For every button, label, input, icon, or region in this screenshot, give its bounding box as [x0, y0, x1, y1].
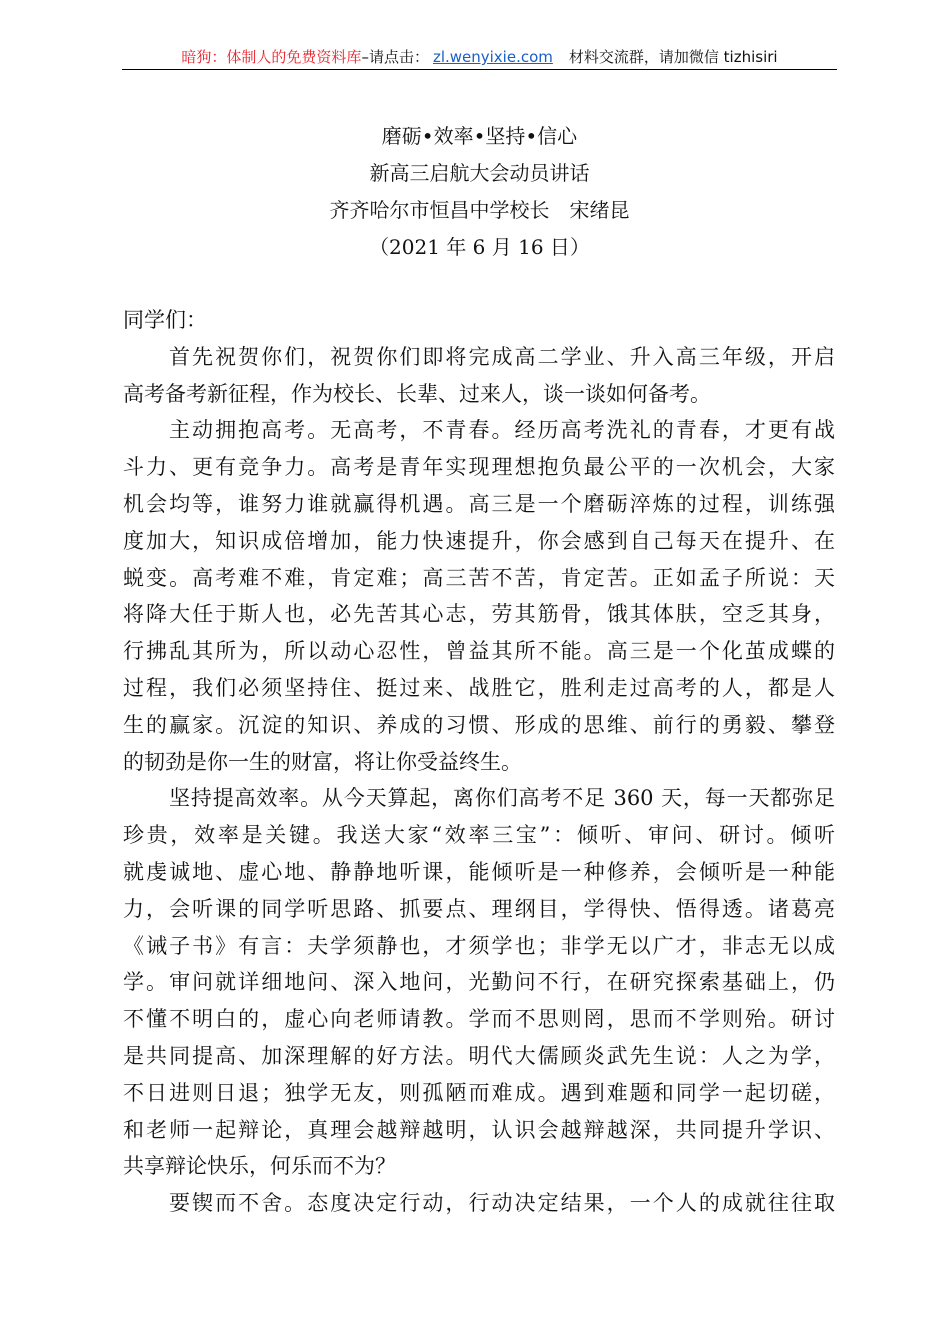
paragraph-line: 坚持提高效率。从今天算起，离你们高考不足 360 天，每一天都弥足 [169, 786, 835, 811]
paragraph-line: 首先祝贺你们，祝贺你们即将完成高二学业、升入高三年级，开启 [169, 344, 835, 369]
header-brand: 暗狗：体制人的免费资料库 [181, 48, 362, 66]
header-divider [122, 69, 837, 70]
header-wechat: 材料交流群，请加微信 tizhisiri [568, 48, 778, 66]
paragraph-line: 机会均等，谁努力谁就赢得机遇。高三是一个磨砺淬炼的过程，训练强 [123, 491, 835, 516]
document-body [123, 305, 835, 1225]
document-title-block [122, 121, 837, 269]
paragraph-line: 是共同提高、加深理解的好方法。明代大儒顾炎武先生说：人之为学， [123, 1043, 835, 1068]
header-prompt: –请点击： [361, 48, 429, 66]
paragraph-line: 将降大任于斯人也，必先苦其心志，劳其筋骨，饿其体肤，空乏其身， [123, 602, 835, 627]
paragraph-line: 主动拥抱高考。无高考，不青春。经历高考洗礼的青春，才更有战 [169, 418, 835, 443]
paragraph-line: 度加大，知识成倍增加，能力快速提升，你会感到自己每天在提升、在 [123, 528, 835, 553]
paragraph-line: 和老师一起辩论，真理会越辩越明，认识会越辩越深，共同提升学识、 [123, 1117, 835, 1142]
paragraph-line: 过程，我们必须坚持住、挺过来、战胜它，胜利走过高考的人，都是人 [123, 675, 835, 700]
page-header [122, 46, 837, 68]
author-line: 齐齐哈尔市恒昌中学校长 宋绪昆 [329, 198, 630, 222]
paragraph-line: 不日进则日退；独学无友，则孤陋而难成。遇到难题和同学一起切磋， [123, 1080, 835, 1105]
paragraph-line: 共享辩论快乐，何乐而不为？ [123, 1154, 396, 1179]
title-line: 磨砺•效率•坚持•信心 [381, 124, 578, 148]
paragraph-line: 行拂乱其所为，所以动心忍性，曾益其所不能。高三是一个化茧成蝶的 [123, 639, 835, 664]
paragraph-line: 高考备考新征程，作为校长、长辈、过来人，谈一谈如何备考。 [123, 381, 711, 406]
header-link[interactable]: zl.wenyixie.com [432, 48, 553, 66]
paragraph-line: 就虔诚地、虚心地、静静地听课，能倾听是一种修养，会倾听是一种能 [123, 859, 835, 884]
paragraph-line: 力，会听课的同学听思路、抓要点、理纲目，学得快、悟得透。诸葛亮 [123, 896, 835, 921]
paragraph-line: 生的赢家。沉淀的知识、养成的习惯、形成的思维、前行的勇毅、攀登 [123, 712, 835, 737]
date-line: （2021 年 6 月 16 日） [369, 235, 590, 259]
salutation: 同学们： [123, 308, 207, 332]
paragraph-line: 斗力、更有竞争力。高考是青年实现理想抱负最公平的一次机会，大家 [123, 455, 835, 480]
paragraph-line: 学。审问就详细地问、深入地问，光勤问不行，在研究探索基础上，仍 [123, 970, 835, 995]
paragraph-line: 的韧劲是你一生的财富，将让你受益终生。 [123, 749, 522, 774]
paragraph-line: 不懂不明白的，虚心向老师请教。学而不思则罔，思而不学则殆。研讨 [123, 1007, 835, 1032]
paragraph-line: 蜕变。高考难不难，肯定难；高三苦不苦，肯定苦。正如孟子所说：天 [123, 565, 835, 590]
paragraph-line: 要锲而不舍。态度决定行动，行动决定结果，一个人的成就往往取 [169, 1191, 835, 1216]
subtitle-line: 新高三启航大会动员讲话 [369, 161, 590, 185]
paragraph-line: 《诫子书》有言：夫学须静也，才须学也；非学无以广才，非志无以成 [123, 933, 835, 958]
paragraph-line: 珍贵，效率是关键。我送大家“效率三宝”：倾听、审问、研讨。倾听 [123, 823, 835, 848]
